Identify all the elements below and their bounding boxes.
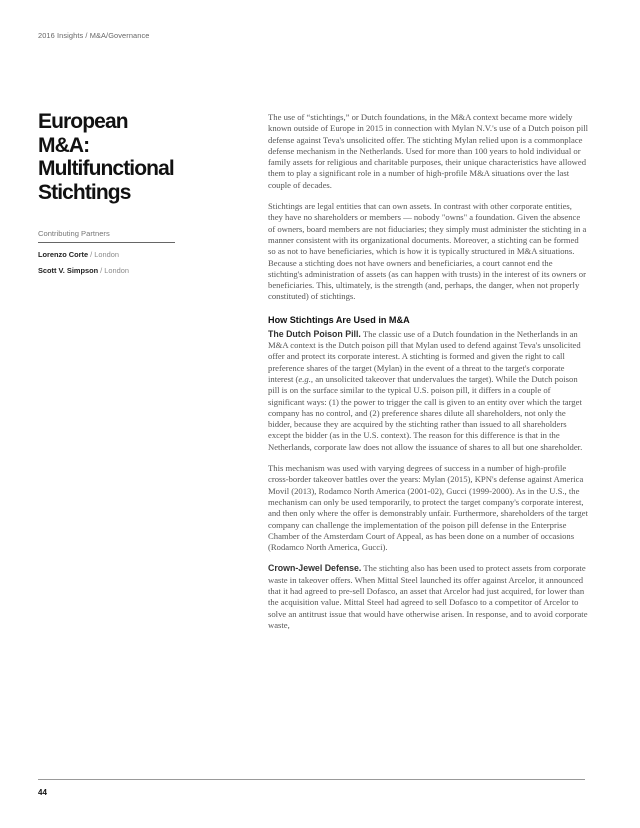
partner-entry bbox=[38, 250, 176, 259]
partner-office: London bbox=[94, 250, 119, 259]
partner-name: Scott V. Simpson bbox=[38, 266, 99, 275]
section-heading: How Stichtings Are Used in M&A bbox=[268, 314, 410, 325]
partner-separator: / bbox=[88, 250, 95, 259]
crown-jewel-subheading: Crown-Jewel Defense. bbox=[268, 563, 362, 574]
intro-paragraph: The use of “stichtings,” or Dutch foundations, in the M&A context became more widely known outside of Europe in 2015 in connection with Mylan N.V.'s use of a Dutch poison pill defense against Teva's unsolicited offer. The stichting Mylan relied upon is a commonplace defense mechanism in the Netherlands. Used for more than 100 years to hold individual or family assets for religious and charitable purposes, their unique characteristics have allowed them to play a significant role in a number of high-profile M&A situations over the last couple of decades. bbox=[268, 112, 589, 190]
crown-jewel-paragraph bbox=[268, 563, 588, 631]
history-paragraph: This mechanism was used with varying degrees of success in a number of high-profile cross-border takeover battles over the years: Mylan (2015), KPN's defense against America Movil (2013), Rodamco North America (2001-02), Gucci (1999-2000). As in the U.S., the mechanism can only be used temporarily, to protect the target company's corporate interest, and then only where the offer is demonstrably unfair. Furthermore, shareholders of the target company can challenge the implementation of the poison pill defense in the Enterprise Chamber of the Amsterdam Court of Appeal, as has been done on a number of occasions (Rodamco North America, Gucci). bbox=[268, 463, 588, 553]
running-header: 2016 Insights / M&A/Governance bbox=[38, 31, 150, 40]
poison-pill-eg: e.g. bbox=[298, 373, 311, 384]
article-title: European M&A: Multifunctional Stichtings bbox=[38, 110, 174, 204]
crown-jewel-text: The stichting also has been used to protect assets from corporate waste in takeover offers. When Mittal Steel launched its offer against Arcelor, it announced that it had agreed to pre-sell Dofasco, an asset that Arcelor had just acquired, for lower than the acquisition value. Mittal Steel had agreed to sell Dofasco to a competitor of Arcelor to solve an antitrust issue that would have otherwise arisen. In response, and to avoid corporate waste, bbox=[268, 563, 588, 630]
partner-separator: / bbox=[98, 266, 105, 275]
page-number: 44 bbox=[38, 788, 47, 797]
intro-paragraph: Stichtings are legal entities that can own assets. In contrast with other corporate entities, they have no shareholders or members — nobody "owns" a foundation. Given the absence of owners, board members are not fiduciaries; they simply must administer the stichting in a manner consistent with its organizational documents. Moreover, a stichting can be formed so as not to have beneficiaries, which is how it is typically structured in M&A situations. Because a stichting does not have owners and beneficiaries, a court cannot end the stichting's administration of assets (as can happen with trusts) in the interest of its owners or beneficiaries. This, ultimately, is the strength (and, perhaps, the danger, when not properly constituted) of stichtings. bbox=[268, 201, 587, 302]
article-sidebar bbox=[38, 110, 176, 275]
poison-pill-text-after: , an unsolicited takeover that undervalues the target). While the Dutch poison pill is on the surface similar to the typical U.S. poison pill, it differs in a couple of significant ways: (1) the power to trigger the call is given to an entity over which the target company has no control, and (2) preference shares dilute all shareholders, not only the bidder, because they are acquired by the stichting rather than issued to all shareholders except the bidder (as in the U.S. context). The reason for this difference is that in the Netherlands, corporate law does not allow the issuance of shares to all but one shareholder. bbox=[268, 373, 583, 452]
article-body bbox=[268, 112, 588, 641]
poison-pill-paragraph bbox=[268, 329, 588, 453]
partner-office: London bbox=[104, 266, 129, 275]
partner-name: Lorenzo Corte bbox=[38, 250, 89, 259]
poison-pill-text: The classic use of a Dutch foundation in the Netherlands in an M&A context is the Dutch poison pill that Mylan used to defend against Teva's unsolicited offer and protect its corporate interest. A stichting is formed and given the right to call preference shares of the target (Mylan) in the event of a threat to the target's corporate interest ( bbox=[268, 328, 581, 384]
contributing-partners-label: Contributing Partners bbox=[38, 229, 175, 243]
poison-pill-subheading: The Dutch Poison Pill. bbox=[268, 328, 361, 339]
partner-entry bbox=[38, 266, 176, 275]
footer-divider bbox=[38, 779, 585, 780]
